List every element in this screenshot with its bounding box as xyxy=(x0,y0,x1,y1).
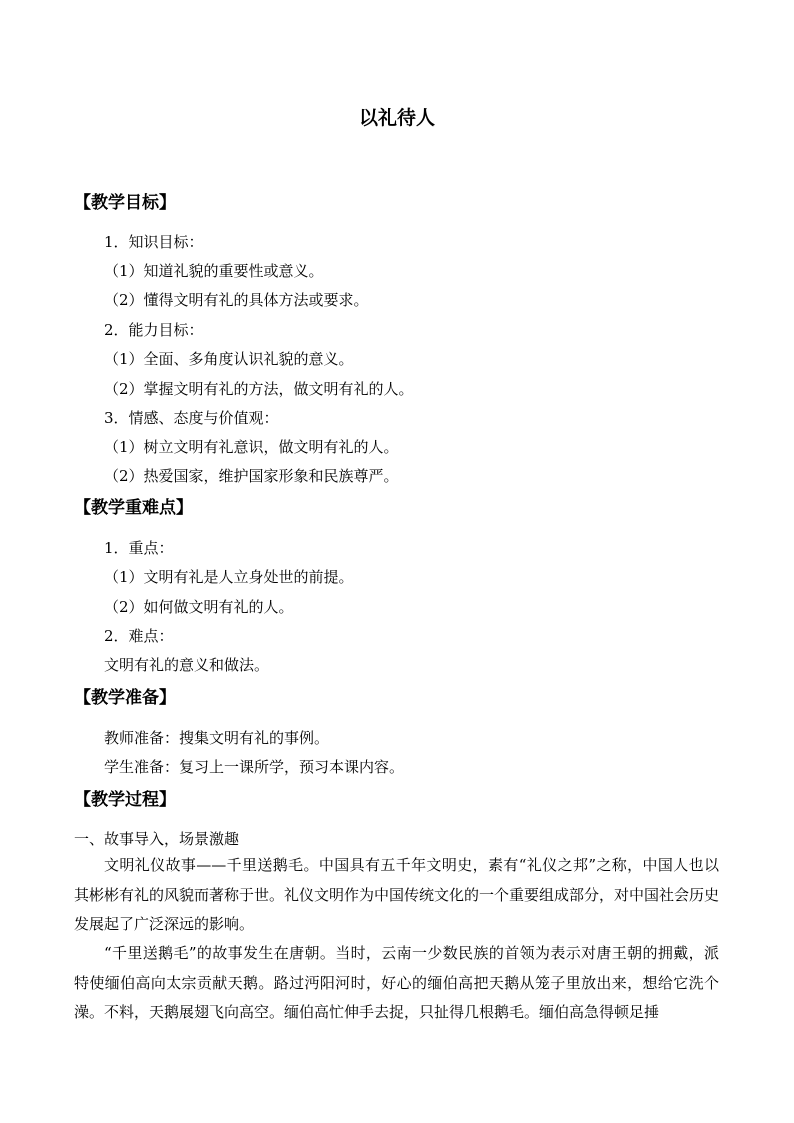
section-heading-preparation: 【教学准备】 xyxy=(74,688,176,708)
page-title: 以礼待人 xyxy=(358,107,435,129)
list-item: 1．重点： xyxy=(104,539,174,557)
list-item: 文明有礼的意义和做法。 xyxy=(104,656,270,674)
list-item: 3．情感、态度与价值观： xyxy=(104,409,279,427)
list-item: （2）懂得文明有礼的具体方法或要求。 xyxy=(104,291,369,309)
paragraph: “千里送鹅毛”的故事发生在唐朝。当时，云南一少数民族的首领为表示对唐王朝的拥戴，派特使缅伯高向太宗贡献天鹅。路过沔阳河时，好心的缅伯高把天鹅从笼子里放出来，想给它洗个澡。不料，天鹅展翅飞向高空。缅伯高忙伸手去捉，只扯得几根鹅毛。缅伯高急得顿足捶 xyxy=(74,944,719,1021)
list-item: （1）文明有礼是人立身处世的前提。 xyxy=(104,568,354,586)
section-heading-process: 【教学过程】 xyxy=(74,790,176,810)
list-item: （1）全面、多角度认识礼貌的意义。 xyxy=(104,350,354,368)
paragraph: 文明礼仪故事——千里送鹅毛。中国具有五千年文明史，素有“礼仪之邦”之称，中国人也以其彬彬有礼的风貌而著称于世。礼仪文明作为中国传统文化的一个重要组成部分，对中国社会历史发展起了广泛深远的影响。 xyxy=(74,856,720,933)
list-item: 1．知识目标： xyxy=(104,233,204,251)
section-heading-key-points: 【教学重难点】 xyxy=(74,498,193,518)
list-item: （1）树立文明有礼意识，做文明有礼的人。 xyxy=(104,438,399,456)
list-item: 2．能力目标： xyxy=(104,321,204,339)
section-heading-goals: 【教学目标】 xyxy=(74,193,176,213)
list-item: 2．难点： xyxy=(104,627,174,645)
process-subheading: 一、故事导入，场景激趣 xyxy=(74,830,240,848)
list-item: 教师准备：搜集文明有礼的事例。 xyxy=(104,729,330,747)
list-item: （2）掌握文明有礼的方法，做文明有礼的人。 xyxy=(104,380,414,398)
list-item: （1）知道礼貌的重要性或意义。 xyxy=(104,262,324,280)
list-item: 学生准备：复习上一课所学，预习本课内容。 xyxy=(104,758,405,776)
list-item: （2）热爱国家，维护国家形象和民族尊严。 xyxy=(104,467,399,485)
list-item: （2）如何做文明有礼的人。 xyxy=(104,598,294,616)
